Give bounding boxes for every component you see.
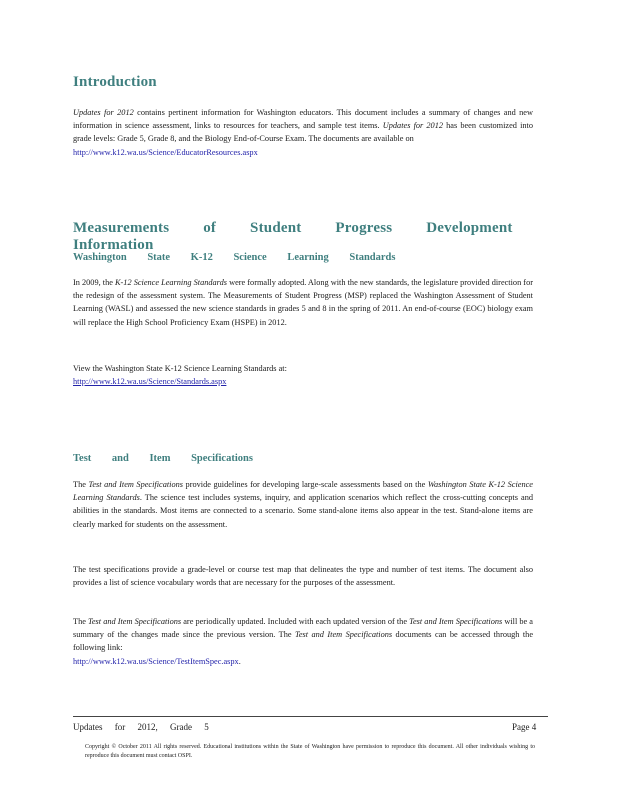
specs-text: are periodically updated. Included with each updated version of the — [181, 617, 410, 626]
intro-text: contains pertinent information for Washington educators. This document includes a summary of changes and new information in science assessment, links to resources for teachers, and sample test items. — [73, 108, 533, 131]
measurements-paragraph — [73, 276, 533, 329]
test-specs-paragraph-2: The test specifications provide a grade-level or course test map that delineates the type and number of test items. The document also provides a list of science vocabulary words that are necessary for the purposes of the assessment. — [73, 565, 533, 588]
measurements-text: In 2009, the — [73, 278, 115, 287]
copyright-notice: Copyright © October 2011 All rights reserved. Educational institutions within the State of Washington have permission to reproduce this document. All other individuals wishing to reproduce this document must contact OSPI. — [85, 744, 535, 759]
test-item-spec-link[interactable]: http://www.k12.wa.us/Science/TestItemSpec.aspx — [73, 656, 239, 666]
doc-title-italic: Updates for 2012 — [73, 108, 134, 117]
test-specs-paragraph-1 — [73, 478, 533, 531]
introduction-heading: Introduction — [73, 74, 157, 90]
footer-title: Updates for 2012, Grade 5 — [73, 722, 209, 732]
measurements-text: were formally adopted. Along with the new standards, the legislature provided direction for the redesign of the assessment system. The Measurements of Student Progress (MSP) replaced the Washington Assessment of Student Learning (WASL) and assessed the new science standards in grades 5 and 8 in the spring of 2011. An end-of-course (EOC) biology exam will replace the High School Proficiency Exam (HSPE) in 2012. — [73, 278, 533, 327]
intro-text: has been customized into grade levels: Grade 5, Grade 8, and the Biology End-of-Course Exam. The documents are available on — [73, 121, 533, 144]
educator-resources-link[interactable]: http://www.k12.wa.us/Science/EducatorResources.aspx — [73, 147, 258, 157]
introduction-paragraph — [73, 106, 533, 159]
standards-link[interactable]: http://www.k12.wa.us/Science/Standards.aspx — [73, 377, 227, 387]
footer-divider — [73, 716, 548, 717]
specs-text: . The science test includes systems, inquiry, and application scenarios which reflect the cross-cutting concepts and abilities in the standards. Most items are connected to a scenario. Some stand-alone items also appear in the test. Stand-alone items are clearly marked for students on the assessment. — [73, 493, 533, 529]
view-standards-paragraph — [73, 362, 533, 388]
specs-title-italic: Test and Item Specifications — [88, 480, 183, 489]
measurements-heading: Measurements of Student Progress Development Information — [73, 220, 513, 253]
test-specs-paragraph-3 — [73, 615, 533, 668]
link-period: . — [238, 656, 241, 666]
view-standards-text: View the Washington State K-12 Science Learning Standards at: — [73, 364, 287, 373]
page-number: Page 4 — [512, 722, 537, 732]
specs-title-italic: Test and Item Specifications — [409, 617, 503, 626]
specs-text: documents can be accessed through the following link: — [73, 630, 534, 653]
doc-title-italic: Updates for 2012 — [382, 121, 443, 131]
specs-title-italic: Test and Item Specifications — [295, 630, 393, 640]
standards-subheading: Washington State K-12 Science Learning Standards — [73, 252, 396, 263]
test-specs-heading: Test and Item Specifications — [73, 453, 253, 464]
specs-text: The — [73, 617, 89, 626]
specs-text: will be a summary of the changes made since the previous version. The — [73, 617, 533, 640]
standards-title-italic: Washington State K-12 Science Learning Standards — [73, 480, 533, 503]
specs-title-italic: Test and Item Specifications — [88, 617, 182, 626]
specs-text: provide guidelines for developing large-scale assessments based on the — [182, 480, 428, 489]
specs-text: The — [73, 480, 89, 489]
standards-title-italic: K-12 Science Learning Standards — [115, 278, 227, 287]
